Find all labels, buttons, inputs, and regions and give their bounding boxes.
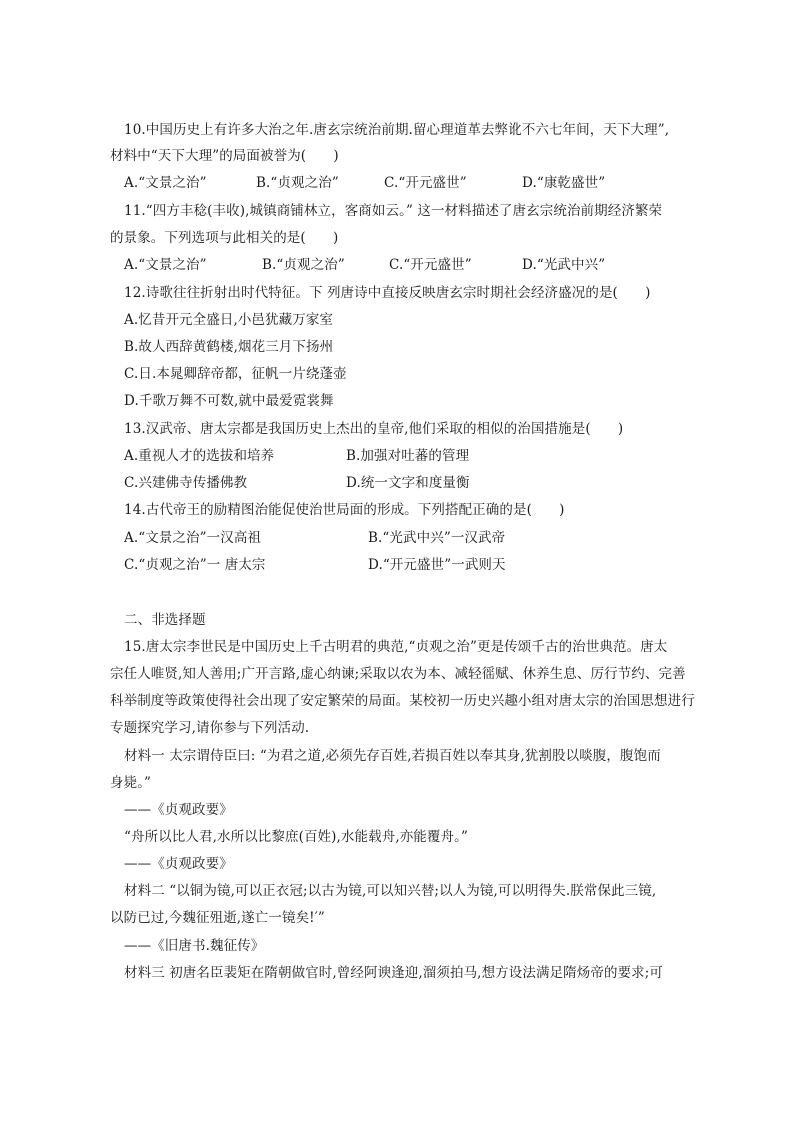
material1-source-2: ——《贞观政要》	[124, 856, 233, 872]
q11-stem-line2: 的景象。下列选项与此相关的是( )	[110, 230, 339, 246]
material1-line-1: 材料一 太宗谓侍臣曰: “为君之道,必须先存百姓,若损百姓以奉其身,犹割股以啖腹，腹饱而	[124, 748, 661, 764]
q14-option-d: D.“开元盛世”一武则天	[368, 557, 506, 573]
q13-option-a: A.重视人才的选拔和培养	[124, 448, 275, 464]
q15-line-4: 专题探究学习,请你参与下列活动.	[110, 720, 310, 736]
q12-option-d: D.千歌万舞不可数,就中最爱霓裳舞	[124, 393, 334, 409]
material2-source: ——《旧唐书.魏征传》	[124, 938, 265, 954]
q11-option-b: B.“贞观之治”	[262, 257, 345, 273]
q13-option-c: C.兴建佛寺传播佛教	[124, 475, 248, 491]
q14-option-b: B.“光武中兴”一汉武帝	[368, 530, 506, 546]
q11-option-c: C.“开元盛世”	[389, 257, 472, 273]
q12-option-b: B.故人西辞黄鹤楼,烟花三月下扬州	[124, 339, 334, 355]
material2-line-2: 以防已过,今魏征殂逝,遂亡一镜矣!′”	[110, 910, 325, 926]
q10-option-c: C.“开元盛世”	[384, 175, 467, 191]
q15-line-3: 科举制度等政策使得社会出现了安定繁荣的局面。某校初一历史兴趣小组对唐太宗的治国思想进行	[110, 693, 695, 709]
q12-option-a: A.忆昔开元全盛日,小邑犹藏万家室	[124, 312, 334, 328]
q15-line-2: 宗任人唯贤,知人善用;广开言路,虚心纳谏;采取以农为本、减轻徭赋、休养生息、厉行节约、完善	[110, 666, 686, 682]
q12-stem: 12.诗歌往往折射出时代特征。下 列唐诗中直接反映唐玄宗时期社会经济盛况的是( )	[124, 285, 651, 301]
material1-source-1: ——《贞观政要》	[124, 802, 233, 818]
q15-line-1: 15.唐太宗李世民是中国历史上千古明君的典范,“贞观之治”更是传颂千古的治世典范。唐太	[124, 639, 668, 655]
q14-option-c: C.“贞观之治”一 唐太宗	[124, 557, 266, 573]
material3-line-1: 材料三 初唐名臣裴矩在隋朝做官时,曾经阿谀逢迎,溜须拍马,想方设法满足隋炀帝的要求;可	[124, 965, 664, 981]
q10-stem-line2: 材料中“天下大理”的局面被誉为( )	[110, 148, 339, 164]
q10-stem-line1: 10.中国历史上有许多大治之年.唐玄宗统治前期.留心理道革去弊讹不六七年间，天下大理”,	[124, 122, 670, 138]
q14-stem: 14.古代帝王的励精图治能促使治世局面的形成。下列搭配正确的是( )	[124, 502, 565, 518]
q10-option-b: B.“贞观之治”	[256, 175, 339, 191]
q13-option-b: B.加强对吐蕃的管理	[346, 448, 470, 464]
q10-option-d: D.“康乾盛世”	[522, 175, 606, 191]
q14-option-a: A.“文景之治”一汉高祖	[124, 530, 262, 546]
q11-stem-line1: 11.“四方丰稔(丰收),城镇商铺林立，客商如云。” 这一材料描述了唐玄宗统治前期经济繁荣	[124, 203, 663, 219]
q12-option-c: C.日.本晁卿辞帝都，征帆一片绕蓬壶	[124, 366, 347, 382]
material2-line-1: 材料二 “以铜为镜,可以正衣冠;以古为镜,可以知兴替;以人为镜,可以明得失.朕常保此三镜,	[124, 883, 657, 899]
section-heading: 二、非选择题	[124, 612, 206, 628]
material1-quote-2: “舟所以比人君,水所以比黎庶(百姓),水能载舟,亦能覆舟。”	[124, 829, 468, 845]
q10-option-a: A.“文景之治”	[124, 175, 207, 191]
q11-option-a: A.“文景之治”	[124, 257, 207, 273]
q13-option-d: D.统一文字和度量衡	[346, 475, 470, 491]
material1-line-2: 身毙。”	[110, 775, 152, 791]
q11-option-d: D.“光武中兴”	[522, 257, 606, 273]
q13-stem: 13.汉武帝、唐太宗都是我国历史上杰出的皇帝,他们采取的相似的治国措施是( )	[124, 421, 624, 437]
